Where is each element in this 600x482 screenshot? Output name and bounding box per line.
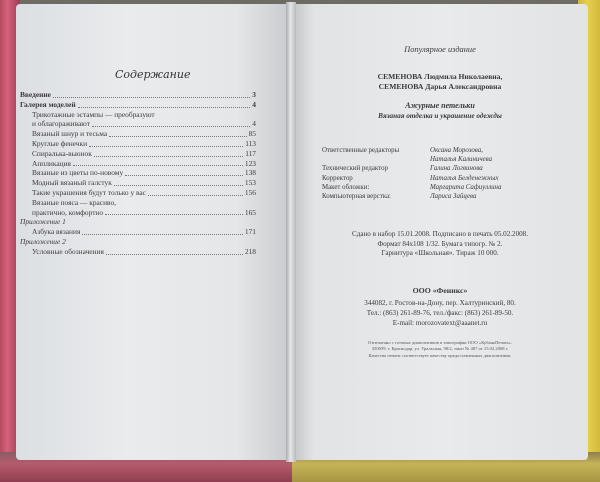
book-gutter <box>286 2 296 462</box>
credit-role: Ответственные редакторы <box>322 147 400 154</box>
toc-entry-title: Такие украшения будут только у вас <box>32 187 146 197</box>
toc-leader-dots <box>106 254 243 255</box>
toc-entry <box>20 149 256 159</box>
toc-leader-dots <box>73 165 243 166</box>
print-details <box>300 230 580 259</box>
credit-row <box>322 164 572 173</box>
toc-entry <box>20 110 256 120</box>
fine-line-2: 350059, г. Краснодар, ул. Уральская, 98/2, заказ № 487 от 15.02.2008 г. <box>371 346 509 352</box>
toc-leader-dots <box>105 214 243 215</box>
print-line-3: Гарнитура «Школьная». Тираж 10 000. <box>381 249 499 258</box>
credit-name: Наталья Калиничева <box>430 156 493 164</box>
toc-entry-title: Приложение 2 <box>20 236 66 246</box>
toc-entry-title: Трикотажные эстампы — преобразуют <box>32 109 155 119</box>
toc-entry <box>20 129 256 139</box>
fine-line-1: Отпечатано с готовых диапозитивов в типографии ООО «КубаньПечать». <box>367 340 513 345</box>
toc-entry <box>20 198 256 208</box>
publisher-contacts <box>300 298 580 329</box>
toc-entry-page: 171 <box>244 227 256 237</box>
credit-name: Маргарита Сафиуллина <box>430 183 502 191</box>
publisher-email: E-mail: morozovatext@aaanet.ru <box>392 319 488 328</box>
publisher-address: 344082, г. Ростов-на-Дону, пер. Халтуринский, 80. <box>364 299 516 307</box>
toc-entry <box>20 139 256 149</box>
credit-name: Лариса Зайцева <box>430 193 477 201</box>
toc-leader-dots <box>114 185 243 186</box>
toc-leader-dots <box>53 97 250 98</box>
publisher-name: ООО «Феникс» <box>412 286 468 295</box>
credit-row <box>322 146 572 155</box>
edition-label: Популярное издание <box>404 45 476 54</box>
credit-row <box>322 183 572 192</box>
toc-entry-page: 156 <box>244 187 256 197</box>
toc-entry-page: 113 <box>245 138 256 148</box>
contents-title: Содержание <box>115 68 191 81</box>
toc-entry <box>20 217 256 227</box>
credits-list <box>322 146 572 201</box>
toc-entry <box>20 208 256 218</box>
toc-entry-page: 4 <box>252 119 256 129</box>
toc-entry-title: Азбука вязания <box>32 227 81 237</box>
toc-entry-title: Спиралька-вьюнок <box>32 148 92 158</box>
toc-entry <box>20 159 256 169</box>
toc-entry-page: 4 <box>252 99 256 109</box>
credit-row <box>322 174 572 183</box>
toc-entry <box>20 227 256 237</box>
toc-entry-title: Введение <box>20 90 51 99</box>
credit-role: Компьютерная верстка: <box>322 193 391 201</box>
toc-leader-dots <box>94 156 243 157</box>
toc-leader-dots <box>125 175 243 176</box>
print-line-2: Формат 84х108 1/32. Бумага типогр. № 2. <box>377 239 503 248</box>
toc-entry-title: Вязаные пояса — красиво, <box>32 197 117 207</box>
toc-leader-dots <box>78 107 251 108</box>
toc-entry-page: 117 <box>245 148 256 158</box>
toc-entry-page: 85 <box>248 129 256 139</box>
toc-entry <box>20 188 256 198</box>
credit-role: Технический редактор <box>322 165 388 173</box>
toc-entry-title: Модный вязаный галстук <box>32 178 112 188</box>
toc-entry-title: практично, комфортно <box>32 207 104 217</box>
toc-entry-page: 3 <box>252 90 256 99</box>
book-subtitle: Вязаная отделка и украшение одежды <box>378 112 502 120</box>
toc-leader-dots <box>89 146 243 147</box>
toc-entry <box>20 247 256 257</box>
toc-entry-title: Аппликация <box>32 158 71 168</box>
toc-entry-title: и облагораживают <box>32 119 90 129</box>
print-line-1: Сдано в набор 15.01.2008. Подписано в печать 05.02.2008. <box>351 230 528 238</box>
toc-entry-page: 153 <box>244 178 256 188</box>
toc-entry-page: 138 <box>244 168 256 178</box>
toc-entry <box>20 178 256 188</box>
credit-role: Корректор <box>322 174 353 182</box>
toc-entry-page: 218 <box>244 246 256 256</box>
toc-leader-dots <box>82 234 243 235</box>
credit-role: Макет обложки: <box>322 183 370 191</box>
table-of-contents <box>20 90 256 257</box>
toc-leader-dots <box>109 136 246 137</box>
toc-entry <box>20 90 256 100</box>
toc-entry-title: Условные обозначения <box>32 246 104 256</box>
toc-entry <box>20 237 256 247</box>
toc-entry-title: Приложение 1 <box>20 217 66 227</box>
toc-leader-dots <box>92 126 250 127</box>
toc-leader-dots <box>148 195 243 196</box>
toc-entry-title: Вязаные из цветы по-новому <box>32 168 124 178</box>
authors-line-2: СЕМЕНОВА Дарья Александровна <box>378 82 502 91</box>
toc-entry-page: 165 <box>244 207 256 217</box>
credit-row <box>322 192 572 201</box>
toc-entry-page: 123 <box>244 158 256 168</box>
toc-entry-title: Круглые фенечки <box>32 138 88 148</box>
authors-line-1: СЕМЕНОВА Людмила Николаевна, <box>377 72 503 81</box>
toc-entry <box>20 100 256 110</box>
fine-line-3: Качество печати соответствует качеству предоставленных диапозитивов. <box>368 352 512 358</box>
printing-house-note <box>300 340 580 359</box>
credit-name: Наталья Белденежных <box>430 174 499 182</box>
publisher-phones: Тел.: (863) 261-89-76, тел./факс: (863) 261-89-50. <box>366 309 514 318</box>
credit-role <box>322 155 430 164</box>
toc-entry <box>20 168 256 178</box>
book-title: Ажурные петельки <box>405 101 475 110</box>
toc-entry-title: Галерея моделей <box>20 99 76 109</box>
credit-name: Оксана Морозова, <box>430 147 483 154</box>
credit-row <box>322 155 572 164</box>
toc-entry <box>20 119 256 129</box>
credit-name: Галина Логвинова <box>430 165 483 173</box>
toc-entry-title: Вязаный шнур и тесьма <box>32 129 108 139</box>
